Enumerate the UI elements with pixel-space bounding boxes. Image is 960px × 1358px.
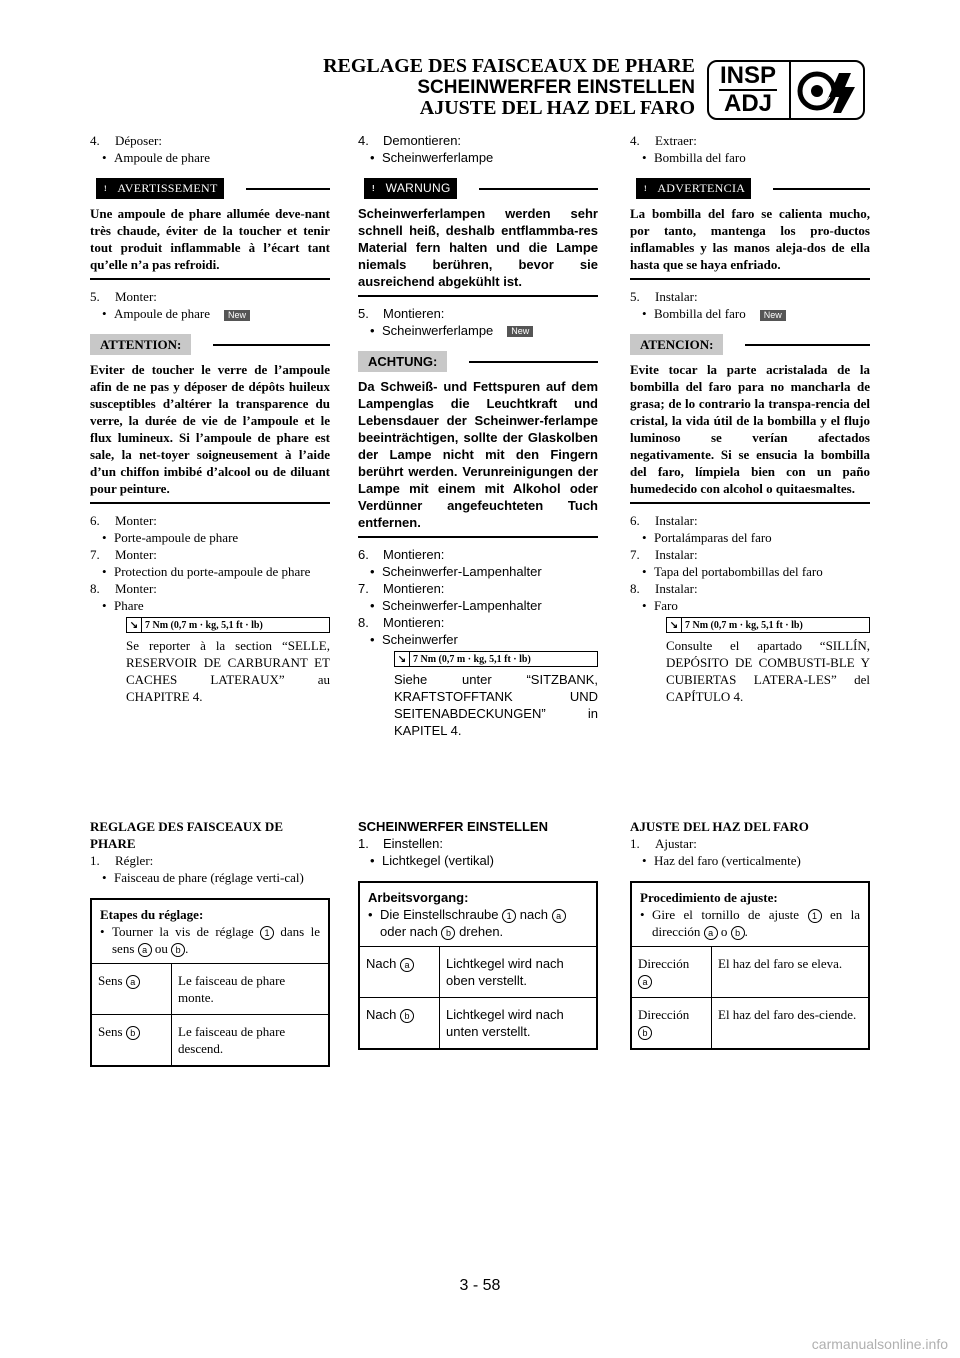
caution-text: Da Schweiß- und Fettspuren auf dem Lampenglas die Leuchtkraft und Lebensdauer der Scheinwer-ferlampe beeinträchtigen, sollte der Glaskolben der Lampe nicht mit den Fingern berührt werden. Verunreinigungen der Lampe mit einem mit Alkohol oder Verdünner angefeuchteten Tuch entfernen. <box>358 378 598 538</box>
warning-triangle-icon <box>100 183 112 194</box>
badge-bottom-text: ADJ <box>723 90 772 117</box>
warning-triangle-icon <box>368 183 380 194</box>
column-german: 4. Demontieren: • Scheinwerferlampe ! WARNUNG Scheinwerferlampen werden sehr schnell heiß, deshalb entflammba-res Material fern halten und die Lampe niemals berühren, bevor sie ausreichend abgekühlt ist. 5. Montieren: • Scheinwerferlampe New ACHTUNG: Da Schweiß- und Fettspuren auf dem Lampenglas die Leuchtkraft und Lebensdauer der Scheinwer-ferlampe beeinträchtigen, sollte der Glaskolben der Lampe nicht mit den Fingern berührt werden. Verunreinigungen der Lampe mit einem mit Alkohol oder Verdünner angefeuchteten Tuch entfernen. 6. Montieren: • Scheinwerfer-Lampenhalter 7. Montieren: • Scheinwerfer-Lampenhalter 8. Montieren: • Scheinwerfer ↘ 7 Nm (0,7 m · kg, 5,1 ft · lb) Siehe unter “SITZBANK, KRAFTSTOFFTANK UND SEITENABDECKUNGEN” in KAPITEL 4. <box>358 132 598 739</box>
step-title: Déposer: <box>115 133 162 148</box>
table-row: Sens a Le faisceau de phare monte. <box>92 964 328 1014</box>
procedure-table: Procedimiento de ajuste: • Gire el tornillo de ajuste 1 en la dirección a o b . Dirección a El haz del faro se eleva. Dirección b El haz del faro des-ciende. <box>630 881 870 1050</box>
header-title-de: SCHEINWERFER EINSTELLEN <box>417 77 695 98</box>
list-item: Haz del faro (verticalmente) <box>654 853 801 868</box>
reference-text: Siehe unter “SITZBANK, KRAFTSTOFFTANK UND SEITENABDECKUNGEN” in KAPITEL 4. <box>394 672 598 738</box>
list-item: Porte-ampoule de phare <box>114 530 239 545</box>
warning-text: Une ampoule de phare allumée deve-nant très chaude, éviter de la toucher et tenir tout produit inflammable à l’écart tant qu’elle n’a pas refroidi. <box>90 205 330 280</box>
header-title-es: AJUSTE DEL HAZ DEL FARO <box>419 97 695 119</box>
caution-header: ATENCION: <box>630 334 870 355</box>
warning-triangle-icon <box>640 183 652 194</box>
caution-header: ACHTUNG: <box>358 351 598 372</box>
procedure-heading: Etapes du réglage: <box>100 907 204 922</box>
watermark: carmanualsonline.info <box>811 1336 948 1352</box>
list-item: Ampoule de phare <box>114 306 211 321</box>
caution-text: Eviter de toucher le verre de l’ampoule afin de ne pas y déposer de dépôts huileux susceptibles d’altérer la transparence du verre, la durée de vie de l’ampoule et le flux lumineux. Si l’ampoule de phare est sale, la net-toyer soigneusement à l’aide d’un chiffon imbibé d’alcool ou de diluant pour peinture. <box>90 361 330 504</box>
list-item: Faro <box>654 598 678 613</box>
insp-adj-badge <box>707 60 865 120</box>
caution-header: ATTENTION: <box>90 334 330 355</box>
list-item: Scheinwerfer <box>382 632 458 647</box>
torque-spec: ↘ 7 Nm (0,7 m · kg, 5,1 ft · lb) <box>126 617 330 633</box>
torque-wrench-icon: ↘ <box>395 652 410 666</box>
procedure-heading: Arbeitsvorgang: <box>368 890 469 905</box>
torque-spec: ↘ 7 Nm (0,7 m · kg, 5,1 ft · lb) <box>394 651 598 667</box>
list-item: Bombilla del faro <box>654 306 746 321</box>
list-item: Tapa del portabombillas del faro <box>654 564 823 579</box>
badge-top-text: INSP <box>719 62 776 89</box>
procedure-heading: Procedimiento de ajuste: <box>640 890 778 905</box>
list-item: Scheinwerfer-Lampenhalter <box>382 598 542 613</box>
warning-header: ! ADVERTENCIA <box>630 178 870 199</box>
torque-wrench-icon: ↘ <box>667 618 682 632</box>
page-number: 3 - 58 <box>459 1277 501 1294</box>
warning-header: ! AVERTISSEMENT <box>90 178 330 199</box>
list-item: Phare <box>114 598 144 613</box>
list-item: Scheinwerferlampe <box>382 323 494 338</box>
caution-text: Evite tocar la parte acristalada de la bombilla del faro para no mancharla de grasa; de lo contrario la transpa-rencia del cristal, la vida útil de la bombilla y el flujo luminoso se verían afectados negativamente. Si se ensucia la bombilla del faro, límpiela bien con un paño humedecido con alcohol o quitaesmaltes. <box>630 361 870 504</box>
warning-header: ! WARNUNG <box>358 178 598 199</box>
warning-text: Scheinwerferlampen werden sehr schnell heiß, deshalb entflammba-res Material fern halten und die Lampe niemals berühren, bevor sie ausreichend abgekühlt ist. <box>358 205 598 297</box>
section-title: AJUSTE DEL HAZ DEL FARO <box>630 819 809 834</box>
adjust-section-french: REGLAGE DES FAISCEAUX DE PHARE 1. Régler: • Faisceau de phare (réglage verti-cal) Etapes du réglage: • Tourner la vis de réglage 1 dans le sens a ou b . Sens a Le faisceau de phare monte. Sens b Le faisceau de phare descend. <box>90 818 330 1067</box>
torque-spec: ↘ 7 Nm (0,7 m · kg, 5,1 ft · lb) <box>666 617 870 633</box>
list-item: Ampoule de phare <box>114 150 211 165</box>
torque-wrench-icon: ↘ <box>127 618 142 632</box>
header-title-fr: REGLAGE DES FAISCEAUX DE PHARE <box>323 55 695 77</box>
new-part-badge: New <box>224 310 250 321</box>
list-item: Protection du porte-ampoule de phare <box>114 564 311 579</box>
adjust-section-german: SCHEINWERFER EINSTELLEN 1. Einstellen: • Lichtkegel (vertikal) Arbeitsvorgang: • Die Einstellschraube 1 nach a oder nach b drehen. Nach a Lichtkegel wird nach oben verstellt. Nach b Lichtkegel wird nach unten verstellt. <box>358 818 598 1050</box>
page-header-titles <box>323 56 695 119</box>
table-row: Nach b Lichtkegel wird nach unten verstellt. <box>360 997 596 1048</box>
new-part-badge: New <box>507 326 533 337</box>
table-row: Sens b Le faisceau de phare descend. <box>92 1014 328 1065</box>
reference-text: Consulte el apartado “SILLÍN, DEPÓSITO DE COMBUSTI-BLE Y CUBIERTAS LATERA-LES” del CAPÍTULO 4. <box>666 638 870 704</box>
section-title: SCHEINWERFER EINSTELLEN <box>358 819 548 834</box>
warning-text: La bombilla del faro se calienta mucho, por tanto, mantenga los pro-ductos inflamables y las manos aleja-dos de ella hasta que se haya enfriado. <box>630 205 870 280</box>
table-row: Dirección b El haz del faro des-ciende. <box>632 997 868 1048</box>
list-item: Faisceau de phare (réglage verti-cal) <box>114 870 304 885</box>
list-item: Scheinwerferlampe <box>382 150 494 165</box>
list-item: Portalámparas del faro <box>654 530 772 545</box>
list-item: Scheinwerfer-Lampenhalter <box>382 564 542 579</box>
list-item: Bombilla del faro <box>654 150 746 165</box>
list-item: Lichtkegel (vertikal) <box>382 853 494 868</box>
table-row: Dirección a El haz del faro se eleva. <box>632 947 868 997</box>
procedure-table: Etapes du réglage: • Tourner la vis de réglage 1 dans le sens a ou b . Sens a Le faisceau de phare monte. Sens b Le faisceau de phare descend. <box>90 898 330 1067</box>
section-title: REGLAGE DES FAISCEAUX DE PHARE <box>90 819 283 851</box>
adjust-section-spanish: AJUSTE DEL HAZ DEL FARO 1. Ajustar: • Haz del faro (verticalmente) Procedimiento de ajuste: • Gire el tornillo de ajuste 1 en la dirección a o b . Dirección a El haz del faro se eleva. Dirección b El haz del faro des-ciende. <box>630 818 870 1050</box>
column-french: 4. Déposer: • Ampoule de phare ! AVERTISSEMENT Une ampoule de phare allumée deve-nant très chaude, éviter de la toucher et tenir tout produit inflammable à l’écart tant qu’elle n’a pas refroidi. 5. Monter: • Ampoule de phare New ATTENTION: Eviter de toucher le verre de l’ampoule afin de ne pas y déposer de dépôts huileux susceptibles d’altérer la transparence du verre, la durée de vie de l’ampoule et le flux lumineux. Si l’ampoule de phare est sale, la net-toyer soigneusement à l’aide d’un chiffon imbibé d’alcool ou de diluant pour peinture. 6. Monter: • Porte-ampoule de phare 7. Monter: • Protection du porte-ampoule de phare 8. Monter: • Phare ↘ 7 Nm (0,7 m · kg, 5,1 ft · lb) Se reporter à la section “SELLE, RESERVOIR DE CARBURANT ET CACHES LATERAUX” au CHAPITRE 4. <box>90 132 330 705</box>
procedure-table: Arbeitsvorgang: • Die Einstellschraube 1 nach a oder nach b drehen. Nach a Lichtkegel wird nach oben verstellt. Nach b Lichtkegel wird nach unten verstellt. <box>358 881 598 1050</box>
reference-text: Se reporter à la section “SELLE, RESERVOIR DE CARBURANT ET CACHES LATERAUX” au CHAPITRE 4. <box>126 638 330 704</box>
new-part-badge: New <box>760 310 786 321</box>
column-spanish: 4. Extraer: • Bombilla del faro ! ADVERTENCIA La bombilla del faro se calienta mucho, por tanto, mantenga los pro-ductos inflamables y las manos aleja-dos de ella hasta que se haya enfriado. 5. Instalar: • Bombilla del faro New ATENCION: Evite tocar la parte acristalada de la bombilla del faro para no mancharla de grasa; de lo contrario la transpa-rencia del cristal, la vida útil de la bombilla y el flujo luminoso se verían afectados negativamente. Si se ensucia la bombilla del faro, límpiela bien con un paño humedecido con alcohol o quitaesmaltes. 6. Instalar: • Portalámparas del faro 7. Instalar: • Tapa del portabombillas del faro 8. Instalar: • Faro ↘ 7 Nm (0,7 m · kg, 5,1 ft · lb) Consulte el apartado “SILLÍN, DEPÓSITO DE COMBUSTI-BLE Y CUBIERTAS LATERA-LES” del CAPÍTULO 4. <box>630 132 870 705</box>
table-row: Nach a Lichtkegel wird nach oben verstellt. <box>360 947 596 997</box>
inspection-wrench-icon <box>795 65 861 117</box>
